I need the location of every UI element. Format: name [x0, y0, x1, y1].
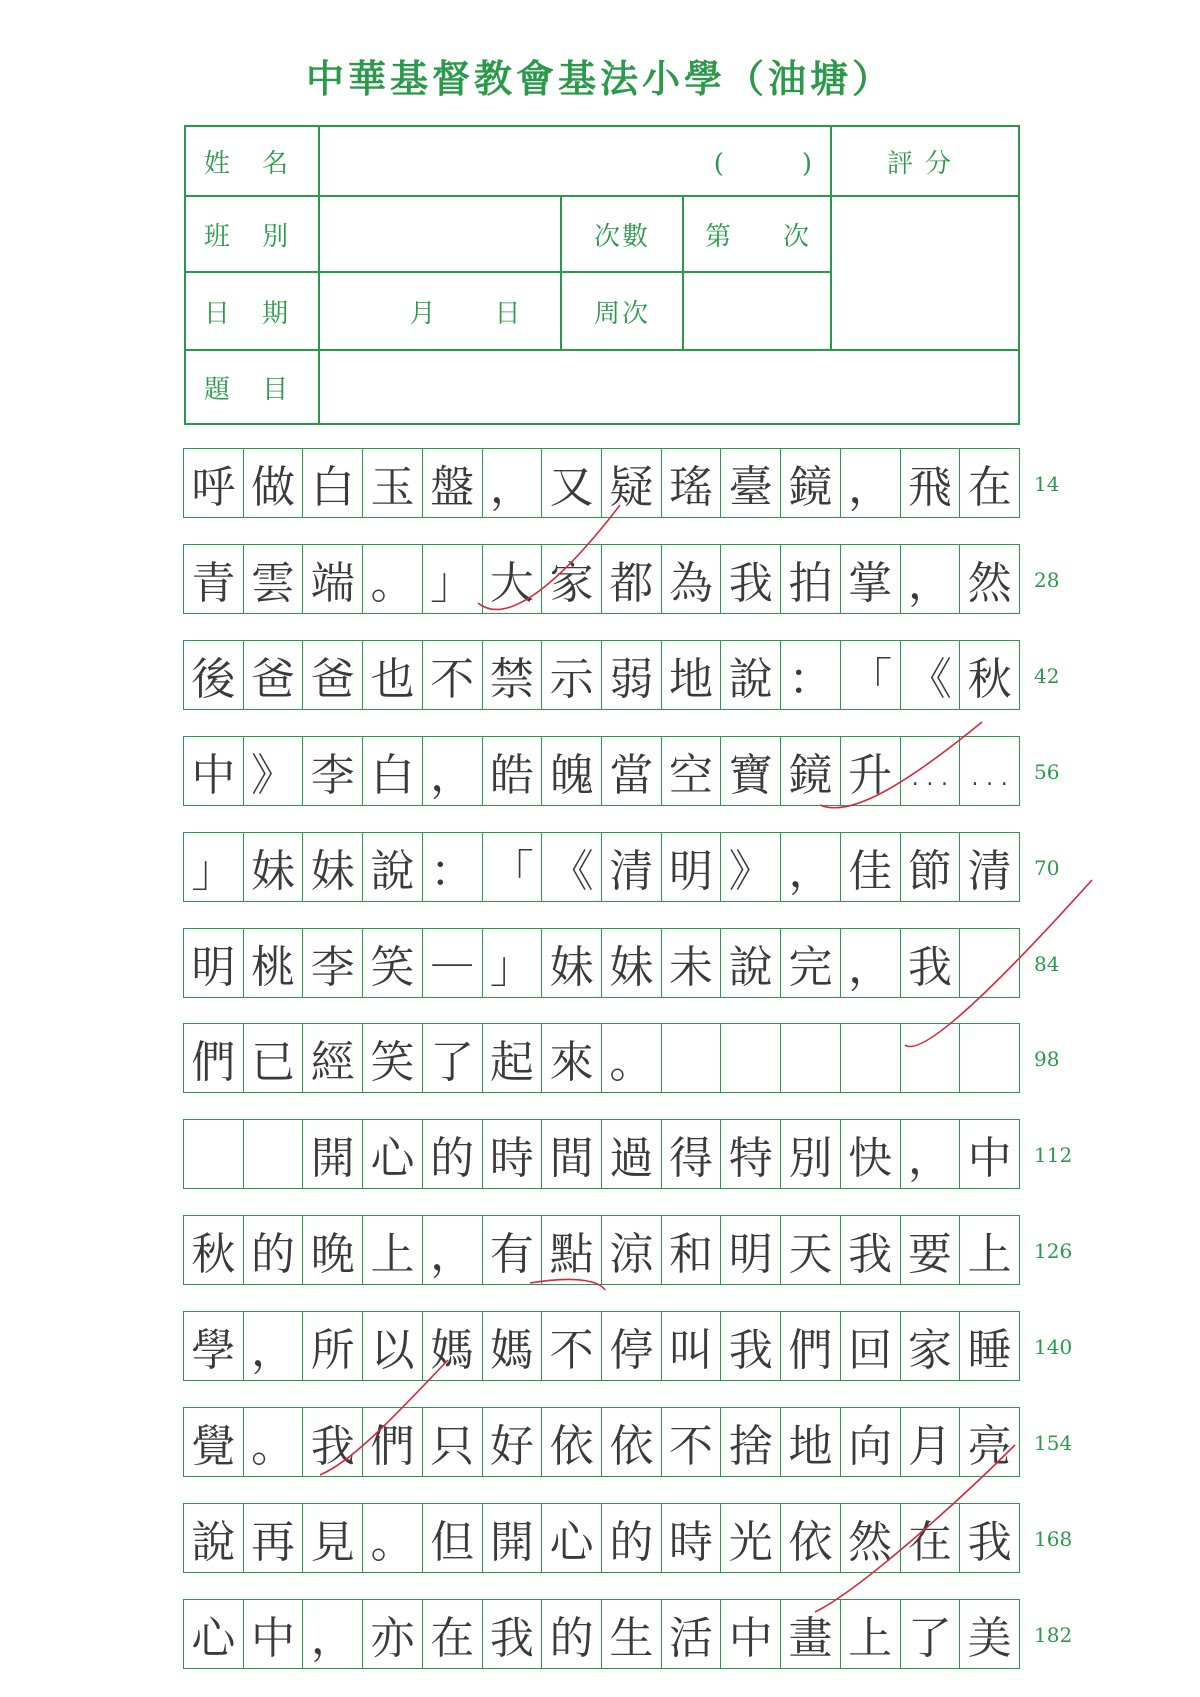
grid-cell: 佳	[840, 832, 901, 902]
grid-cell: 要	[900, 1215, 961, 1285]
grid-cell: 「	[840, 640, 901, 710]
count-value: 第 次	[704, 221, 809, 252]
grid-cell: 上	[840, 1599, 901, 1669]
row-char-count: 14	[1034, 472, 1060, 496]
grid-cell: 》	[720, 832, 781, 902]
grid-cell: 」	[422, 544, 483, 614]
grid-cell: 秋	[183, 1215, 244, 1285]
grid-cell: 我	[840, 1215, 901, 1285]
grid-row	[184, 640, 1020, 710]
row-char-count: 126	[1034, 1239, 1073, 1264]
grid-cell: 我	[959, 1503, 1020, 1573]
grid-row	[184, 1503, 1020, 1573]
grid-cell: 捨	[720, 1407, 781, 1477]
grid-cell: 完	[780, 928, 841, 998]
grid-cell: 魄	[541, 736, 602, 806]
grid-cell: 鏡	[780, 448, 841, 518]
grid-cell	[243, 1119, 304, 1189]
topic-field[interactable]	[318, 349, 1020, 425]
grid-cell: 大	[482, 544, 543, 614]
grid-cell: 的	[243, 1215, 304, 1285]
grid-cell: ，	[900, 1119, 961, 1189]
grid-cell: 叫	[661, 1311, 722, 1381]
grid-cell: 光	[720, 1503, 781, 1573]
grid-cell: 桃	[243, 928, 304, 998]
grid-cell: 依	[601, 1407, 662, 1477]
grid-cell: ，	[482, 448, 543, 518]
row-char-count: 84	[1034, 951, 1060, 976]
grid-cell: 示	[541, 640, 602, 710]
grid-cell: 只	[422, 1407, 483, 1477]
date-day: 日	[494, 298, 521, 329]
grid-cell: 我	[720, 1311, 781, 1381]
grid-cell: 然	[959, 544, 1020, 614]
grid-cell: 在	[422, 1599, 483, 1669]
row-char-count: 28	[1034, 567, 1060, 592]
grid-cell: 中	[720, 1599, 781, 1669]
grid-cell: 依	[780, 1503, 841, 1573]
grid-cell: ，	[422, 1215, 483, 1285]
grid-cell: 。	[243, 1407, 304, 1477]
grid-cell: 然	[840, 1503, 901, 1573]
grid-cell: 盤	[422, 448, 483, 518]
grid-cell: ，	[780, 832, 841, 902]
grid-cell: 上	[959, 1215, 1020, 1285]
grid-cell: 心	[541, 1503, 602, 1573]
grid-cell: 清	[959, 832, 1020, 902]
grid-cell: 經	[302, 1023, 363, 1093]
row-char-count: 70	[1034, 855, 1060, 880]
topic-label: 題 目	[203, 374, 301, 405]
grid-cell: 青	[183, 544, 244, 614]
grid-cell: 鏡	[780, 736, 841, 806]
grid-cell: 停	[601, 1311, 662, 1381]
grid-cell	[959, 1023, 1020, 1093]
grid-cell: …	[900, 736, 961, 806]
grid-cell: ：	[780, 640, 841, 710]
grid-cell: 都	[601, 544, 662, 614]
grid-cell: ，	[840, 928, 901, 998]
grid-cell: 明	[720, 1215, 781, 1285]
grid-cell: 亦	[362, 1599, 423, 1669]
header-table	[184, 125, 1020, 425]
grid-cell: 清	[601, 832, 662, 902]
grid-cell	[720, 1023, 781, 1093]
grid-cell: 我	[900, 928, 961, 998]
grid-row	[184, 832, 1020, 902]
grid-cell: 媽	[482, 1311, 543, 1381]
grid-cell: 」	[482, 928, 543, 998]
name-label: 姓 名	[203, 148, 301, 179]
grid-cell: 中	[959, 1119, 1020, 1189]
grid-cell: ，	[840, 448, 901, 518]
grid-cell: ，	[422, 736, 483, 806]
date-label: 日 期	[203, 298, 301, 329]
grid-cell: 睡	[959, 1311, 1020, 1381]
grid-cell: 地	[661, 640, 722, 710]
grid-cell: 妹	[601, 928, 662, 998]
grid-row	[184, 1215, 1020, 1285]
grid-cell: 瑤	[661, 448, 722, 518]
grid-cell: 們	[362, 1407, 423, 1477]
row-char-count: 168	[1034, 1526, 1073, 1551]
grid-cell	[780, 1023, 841, 1093]
grid-cell: 依	[541, 1407, 602, 1477]
grid-row	[184, 1023, 1020, 1093]
grid-cell: 後	[183, 640, 244, 710]
grid-cell: 說	[362, 832, 423, 902]
grid-cell: 和	[661, 1215, 722, 1285]
grid-cell: 快	[840, 1119, 901, 1189]
grid-cell: 不	[661, 1407, 722, 1477]
grid-row	[184, 928, 1020, 998]
row-char-count: 182	[1034, 1622, 1073, 1647]
week-label-cell	[560, 271, 684, 351]
grid-row	[184, 1311, 1020, 1381]
grid-cell: 升	[840, 736, 901, 806]
grid-cell: 我	[302, 1407, 363, 1477]
week-label: 周次	[593, 298, 650, 329]
grid-cell: ：	[422, 832, 483, 902]
grid-cell: 臺	[720, 448, 781, 518]
grid-cell: 了	[900, 1599, 961, 1669]
grid-cell: 白	[302, 448, 363, 518]
grid-cell: 不	[422, 640, 483, 710]
grid-cell: 以	[362, 1311, 423, 1381]
grid-cell: 媽	[422, 1311, 483, 1381]
grid-cell: 們	[183, 1023, 244, 1093]
grid-cell: 《	[900, 640, 961, 710]
grid-cell: 但	[422, 1503, 483, 1573]
row-char-count: 56	[1034, 759, 1060, 784]
grid-cell: 得	[661, 1119, 722, 1189]
grid-row	[184, 448, 1020, 518]
grid-cell: 向	[840, 1407, 901, 1477]
grid-cell: 疑	[601, 448, 662, 518]
grid-cell	[661, 1023, 722, 1093]
grid-cell: 李	[302, 736, 363, 806]
grid-cell: 。	[362, 1503, 423, 1573]
grid-cell: 點	[541, 1215, 602, 1285]
grid-cell: 在	[959, 448, 1020, 518]
grid-cell: 好	[482, 1407, 543, 1477]
grid-cell: 涼	[601, 1215, 662, 1285]
grid-cell: 我	[720, 544, 781, 614]
grid-cell: 畫	[780, 1599, 841, 1669]
grid-cell: 也	[362, 640, 423, 710]
grid-cell: 過	[601, 1119, 662, 1189]
grid-cell: 又	[541, 448, 602, 518]
row-char-count: 154	[1034, 1431, 1073, 1455]
count-label-cell	[560, 195, 684, 273]
grid-cell: 中	[183, 736, 244, 806]
grid-cell: 的	[422, 1119, 483, 1189]
grid-cell: 拍	[780, 544, 841, 614]
count-label: 次數	[593, 221, 650, 252]
count-field[interactable]	[682, 195, 832, 273]
grid-cell: 妹	[541, 928, 602, 998]
grid-cell: 端	[302, 544, 363, 614]
row-char-count: 112	[1034, 1143, 1073, 1168]
grid-cell: 上	[362, 1215, 423, 1285]
grid-cell: 《	[541, 832, 602, 902]
grid-cell: 活	[661, 1599, 722, 1669]
grid-cell: 再	[243, 1503, 304, 1573]
grid-cell: 李	[302, 928, 363, 998]
grid-cell: 禁	[482, 640, 543, 710]
grid-row	[184, 1407, 1020, 1477]
date-field[interactable]	[318, 271, 562, 351]
row-char-count: 98	[1034, 1047, 1060, 1072]
grid-cell: 不	[541, 1311, 602, 1381]
grid-cell: 當	[601, 736, 662, 806]
grid-cell: 掌	[840, 544, 901, 614]
grid-cell: 月	[900, 1407, 961, 1477]
grid-cell: 。	[362, 544, 423, 614]
grid-cell: 妹	[302, 832, 363, 902]
grid-cell: 的	[601, 1503, 662, 1573]
grid-cell: ，	[302, 1599, 363, 1669]
grid-cell: 皓	[482, 736, 543, 806]
grid-cell: 學	[183, 1311, 244, 1381]
grid-cell: 美	[959, 1599, 1020, 1669]
grid-cell: 明	[661, 832, 722, 902]
grid-cell: 了	[422, 1023, 483, 1093]
grid-cell: …	[959, 736, 1020, 806]
grid-cell: 所	[302, 1311, 363, 1381]
grid-cell: ，	[243, 1311, 304, 1381]
grid-cell: 覺	[183, 1407, 244, 1477]
grid-row	[184, 736, 1020, 806]
grid-cell: 晚	[302, 1215, 363, 1285]
grid-cell: 在	[900, 1503, 961, 1573]
grid-cell: 。	[601, 1023, 662, 1093]
grid-cell: 起	[482, 1023, 543, 1093]
grid-cell: 已	[243, 1023, 304, 1093]
grid-cell: 時	[482, 1119, 543, 1189]
grid-cell: 節	[900, 832, 961, 902]
name-field[interactable]	[318, 125, 832, 197]
grid-cell: 爸	[302, 640, 363, 710]
grid-row	[184, 544, 1020, 614]
grid-cell: 笑	[362, 1023, 423, 1093]
name-label-cell	[184, 125, 320, 197]
grid-cell: 飛	[900, 448, 961, 518]
grid-cell: 開	[482, 1503, 543, 1573]
grid-cell: 回	[840, 1311, 901, 1381]
date-month: 月	[409, 298, 436, 329]
grid-cell: 」	[183, 832, 244, 902]
grid-cell: ，	[900, 544, 961, 614]
grid-cell: 我	[482, 1599, 543, 1669]
grid-cell: 》	[243, 736, 304, 806]
topic-label-cell	[184, 349, 320, 425]
row-char-count: 140	[1034, 1335, 1073, 1360]
grid-cell: 玉	[362, 448, 423, 518]
grid-cell: 說	[183, 1503, 244, 1573]
grid-cell	[959, 928, 1020, 998]
class-field[interactable]	[318, 195, 562, 273]
grid-cell: 笑	[362, 928, 423, 998]
score-field[interactable]	[830, 195, 1020, 351]
grid-cell: 時	[661, 1503, 722, 1573]
grid-cell: 說	[720, 640, 781, 710]
grid-cell: 白	[362, 736, 423, 806]
grid-cell: 有	[482, 1215, 543, 1285]
grid-cell: 秋	[959, 640, 1020, 710]
grid-cell: 家	[541, 544, 602, 614]
grid-cell: 天	[780, 1215, 841, 1285]
grid-cell: 心	[362, 1119, 423, 1189]
score-label-cell	[830, 125, 1020, 197]
grid-cell: 寶	[720, 736, 781, 806]
name-paren: ( )	[713, 148, 812, 179]
grid-cell: 開	[302, 1119, 363, 1189]
grid-cell: 特	[720, 1119, 781, 1189]
week-field[interactable]	[682, 271, 832, 351]
grid-cell: 為	[661, 544, 722, 614]
grid-cell: 生	[601, 1599, 662, 1669]
grid-cell: 爸	[243, 640, 304, 710]
grid-cell: 說	[720, 928, 781, 998]
grid-cell: 心	[183, 1599, 244, 1669]
grid-row	[184, 1119, 1020, 1189]
date-label-cell	[184, 271, 320, 351]
grid-cell: 來	[541, 1023, 602, 1093]
grid-cell: 雲	[243, 544, 304, 614]
grid-cell: 弱	[601, 640, 662, 710]
grid-cell	[840, 1023, 901, 1093]
grid-cell: 呼	[183, 448, 244, 518]
grid-cell: —	[422, 928, 483, 998]
grid-cell: 見	[302, 1503, 363, 1573]
grid-cell: 家	[900, 1311, 961, 1381]
class-label-cell	[184, 195, 320, 273]
grid-cell: 間	[541, 1119, 602, 1189]
grid-cell: 空	[661, 736, 722, 806]
class-label: 班 別	[203, 221, 301, 252]
grid-cell: 妹	[243, 832, 304, 902]
grid-cell: 別	[780, 1119, 841, 1189]
grid-cell: 地	[780, 1407, 841, 1477]
grid-cell: 中	[243, 1599, 304, 1669]
grid-cell	[183, 1119, 244, 1189]
grid-cell: 明	[183, 928, 244, 998]
grid-cell: 亮	[959, 1407, 1020, 1477]
grid-row	[184, 1599, 1020, 1669]
score-label: 評分	[886, 148, 963, 179]
grid-cell: 做	[243, 448, 304, 518]
grid-cell: 的	[541, 1599, 602, 1669]
school-title: 中華基督教會基法小學（油塘）	[305, 56, 894, 101]
grid-cell: 們	[780, 1311, 841, 1381]
row-char-count: 42	[1034, 663, 1060, 688]
grid-cell: 「	[482, 832, 543, 902]
grid-cell: 未	[661, 928, 722, 998]
grid-cell	[900, 1023, 961, 1093]
